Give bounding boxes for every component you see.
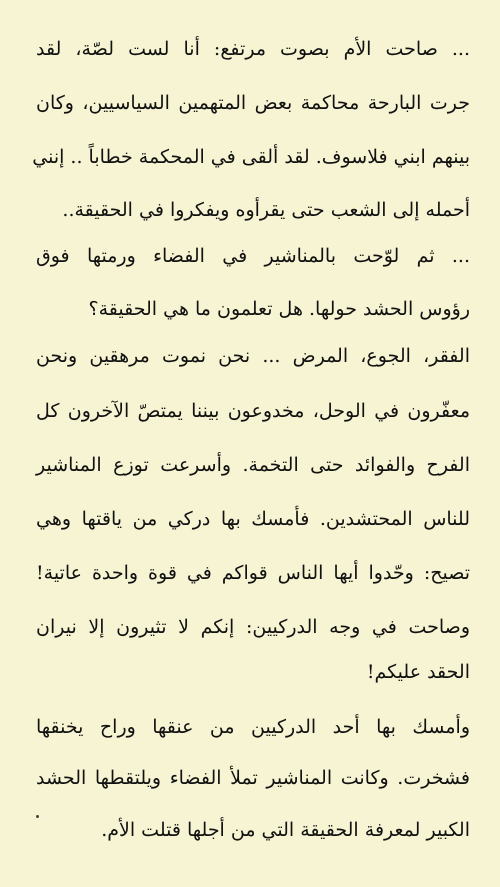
text-line-14: وأمسك بها أحد الدركيين من عنقها وراح يخنقها [36, 716, 470, 738]
text-line-12: وصاحت في وجه الدركيين: إنكم لا تثيرون إلا نيران [36, 616, 470, 638]
text-line-9: الفرح والفوائد حتى التخمة. وأسرعت توزع المناشير [36, 454, 470, 476]
text-line-4: أحمله إلى الشعب حتى يقرأوه ويفكروا في الحقيقة.. [62, 199, 470, 221]
text-line-5: ... ثم لوّحت بالمناشير في الفضاء ورمتها فوق [36, 245, 470, 267]
text-line-13: الحقد عليكم! [366, 661, 470, 683]
text-line-7: الفقر، الجوع، المرض ... نحن نموت مرهقين ونحن [36, 345, 470, 367]
text-line-15: فشخرت. وكانت المناشير تملأ الفضاء ويلتقطها الحشد [36, 767, 470, 789]
text-line-8: معفّرون في الوحل، مخدوعون بيننا يمتصّ الآخرون كل [36, 400, 470, 422]
print-speck [36, 815, 39, 818]
text-line-16: الكبير لمعرفة الحقيقة التي من أجلها قتلت الأم. [101, 819, 470, 841]
text-line-3: بينهم ابني فلاسوف. لقد ألقى في المحكمة خطاباً .. إنني [32, 146, 470, 168]
text-line-6: رؤوس الحشد حولها. هل تعلمون ما هي الحقيقة؟ [88, 298, 470, 320]
text-line-10: للناس المحتشدين. فأمسك بها دركي من ياقتها وهي [36, 508, 470, 530]
text-line-11: تصيح: وحّدوا أيها الناس قواكم في قوة واحدة عاتية! [36, 562, 470, 584]
text-line-1: ... صاحت الأم بصوت مرتفع: أنا لست لصّة، لقد [36, 38, 470, 60]
text-line-2: جرت البارحة محاكمة بعض المتهمين السياسيين، وكان [36, 92, 470, 114]
